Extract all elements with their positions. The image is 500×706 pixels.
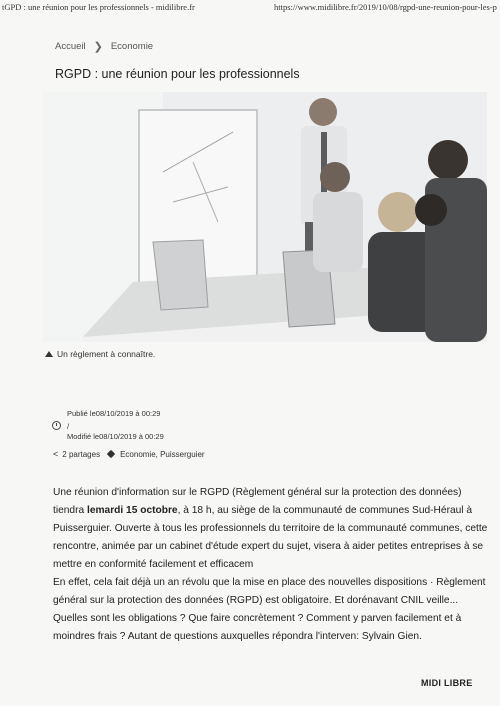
share-icon[interactable]: < — [53, 449, 59, 459]
tag-icon — [107, 450, 115, 458]
breadcrumb-home-link[interactable]: Accueil — [55, 41, 86, 52]
share-and-tags — [53, 449, 205, 459]
paragraph-1-date-bold: lemardi 15 octobre — [86, 505, 178, 516]
print-header — [0, 2, 500, 14]
article-tags[interactable]: Economie, Puisserguier — [120, 449, 205, 459]
paragraph-1-text-end: , à 18 h, au siège de la communauté de communes Sud-Héraul à Puisserguier. Ouverte à tous les professionnels du territoire de la communauté communes, cette rencontre, animée par un cabinet d'étude expert du sujet, visera à aider petites entreprises à se mettre en conformité facilement et efficacem — [53, 505, 488, 570]
article-paragraph-2: En effet, cela fait déjà un an révolu que la mise en place des nouvelles dispositions · Règlement général sur la protection des données (RGPD) est obligatoire. Et dorénavant CNIL veille... Quelles sont les obligations ? Que faire concrètement ? Comment y parven facilement et à moindres frais ? Autant de questions auxquelles répondra l'interven: Sylvain Gien. — [53, 577, 486, 642]
breadcrumb-section-link[interactable]: Economie — [110, 41, 154, 52]
photo-caption — [45, 349, 155, 359]
article-title: RGPD : une réunion pour les professionnels — [55, 67, 300, 81]
paragraph-1-text-start: Une réunion d'information sur le RGPD (Règlement général sur la protection des données) tiendra — [53, 487, 462, 516]
clock-icon — [52, 421, 61, 430]
modified-date: Modifié le08/10/2019 à 00:29 — [67, 432, 164, 441]
chevron-right-icon: ❯ — [93, 41, 103, 53]
date-separator: / — [67, 422, 70, 431]
article-photo[interactable] — [43, 92, 487, 342]
breadcrumb — [55, 40, 153, 53]
brand-footer: MIDI LIBRE — [421, 678, 473, 688]
article-paragraph-1 — [53, 484, 493, 574]
caption-text: Un règlement à connaître. — [57, 349, 156, 359]
print-header-title: tGPD : une réunion pour les professionnels - midilibre.fr — [2, 2, 195, 12]
published-date: Publié le08/10/2019 à 00:29 — [67, 409, 161, 418]
caption-triangle-icon — [45, 351, 53, 357]
share-count[interactable]: 2 partages — [62, 449, 101, 459]
print-header-url: https://www.midilibre.fr/2019/10/08/rgpd-une-reunion-pour-les-p — [274, 2, 497, 12]
meeting-photo-illustration — [43, 92, 487, 342]
